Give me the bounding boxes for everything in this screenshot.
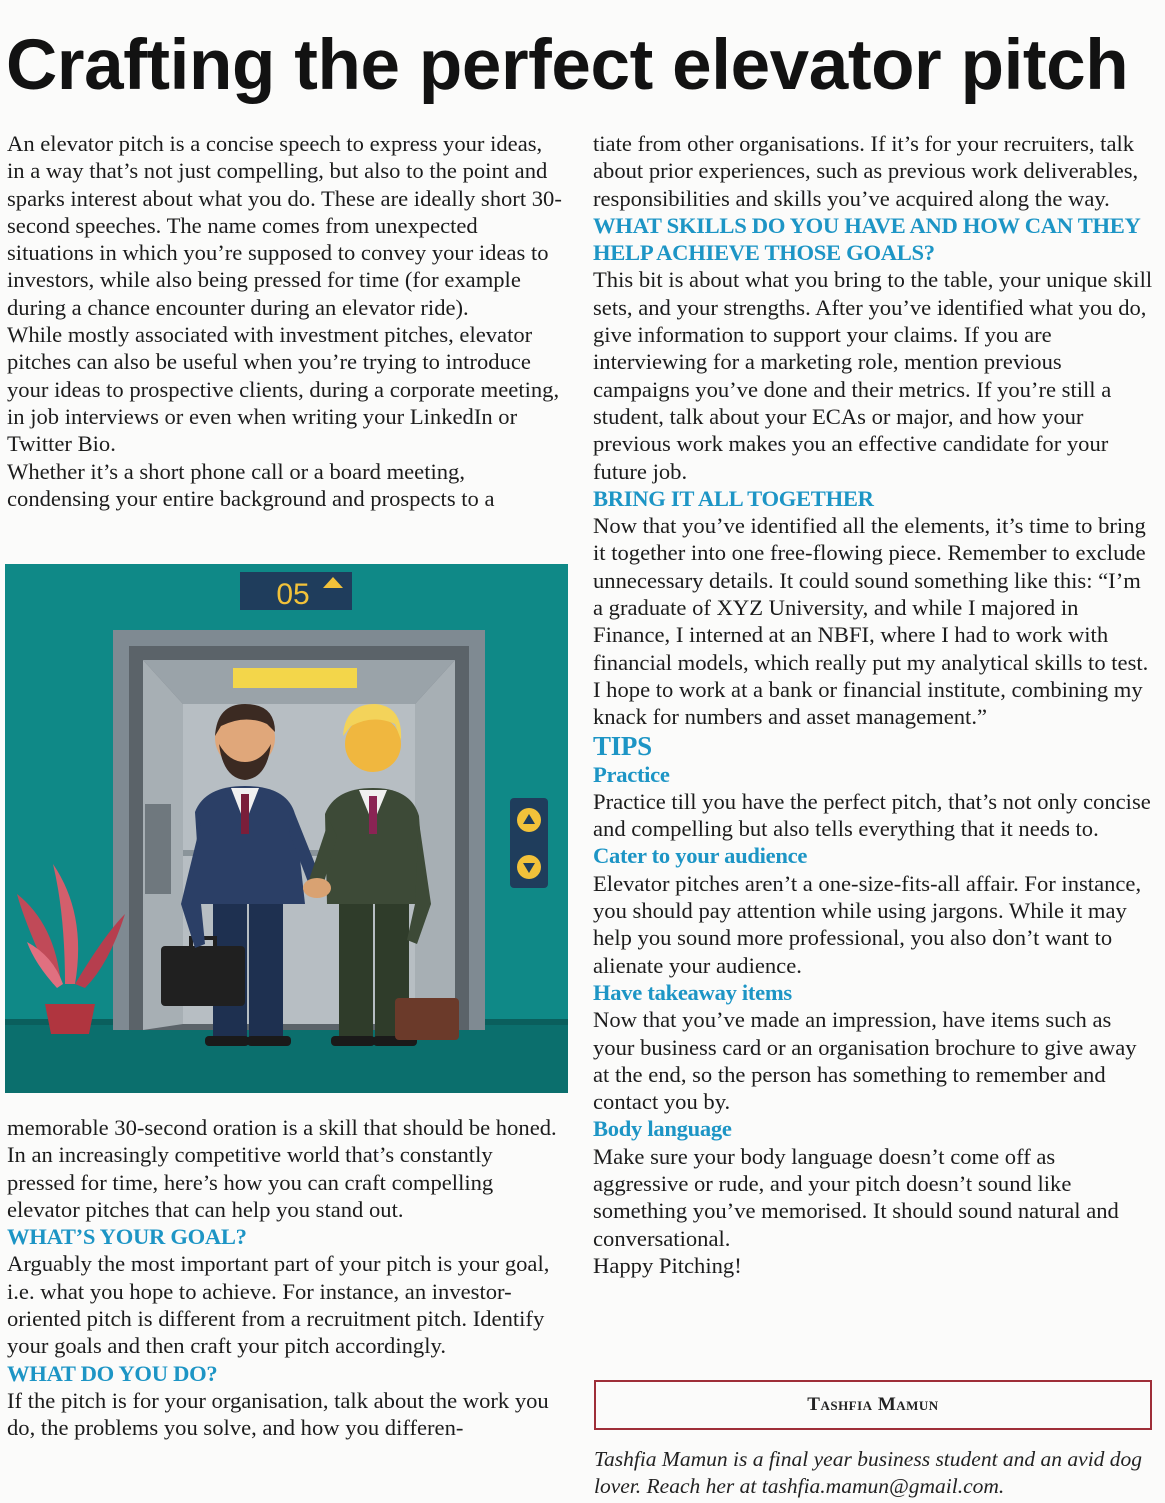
tip-title-body-language: Body language [593,1116,732,1142]
floor-number: 05 [276,578,310,611]
ceiling-light [233,668,357,688]
what-do-you-do-paragraph-continued: tiate from other organisations. If it’s for your recruiters, talk about prior experiences, such as previous work deliverables, responsibilities and skills you’ve acquired along the way. [593,131,1139,211]
goal-paragraph: Arguably the most important part of your pitch is your goal, i.e. what you hope to achieve. For instance, an investor-oriented pitch is different from a recruitment pitch. Identify your goals and then craft your pitch accordingly. [7,1251,550,1359]
suitcase-icon [395,998,459,1040]
intro-paragraph-3: Whether it’s a short phone call or a board meeting, condensing your entire background and prospects to a [7,458,495,511]
what-do-you-do-paragraph: If the pitch is for your organisation, talk about the work you do, the problems you solve, and how you differen- [7,1387,549,1441]
bring-together-paragraph: Now that you’ve identified all the elements, it’s time to bring it together into one free-flowing piece. Remember to exclude unnecessary details. It could sound something like this: “I’m a graduate of XYZ University, and while I majored in Finance, I interned at an NBFI, where I had to work with financial models, which really put my analytical skills to test. I hope to work at a bank or financial institute, combining my knack for numbers and asset management.” [593,513,1149,730]
skills-paragraph: This bit is about what you bring to the table, your unique skill sets, and your strengths. After you’ve identified what you do, give information to support your claims. If you are interviewing for a marketing role, mention previous campaigns you’ve done and their metrics. If you’re still a student, talk about your ECAs or major, and how your previous work makes you an effective candidate for your future job. [593,267,1153,484]
goal-heading: WHAT’S YOUR GOAL? [7,1224,247,1250]
tip-title-takeaway: Have takeaway items [593,979,792,1005]
elevator-scene [5,564,568,1093]
tip-text-body-language: Make sure your body language doesn’t come off as aggressive or rude, and your pitch doesn’t sound like something you’ve memorised. It should sound natural and conversational. [593,1143,1119,1251]
tip-text-practice: Practice till you have the perfect pitch, that’s not only concise and compelling but also tells everything that it needs to. [593,788,1151,842]
author-name: Tashfia Mamun [807,1394,939,1415]
intro-paragraph-1: An elevator pitch is a concise speech to express your ideas, in a way that’s not just compelling, but also to the point and sparks interest about what you do. These are ideally short 30-second speeches. The name comes from unexpected situations in which you’re supposed to convey your ideas to investors, while also being pressed for time (for example during a chance encounter during an elevator ride). [7,131,562,320]
intro-paragraph-2: While mostly associated with investment pitches, elevator pitches can also be useful when you’re trying to introduce your ideas to prospective clients, during a corporate meeting, in job interviews or even when writing your LinkedIn or Twitter Bio. [7,322,560,457]
closing-line: Happy Pitching! [593,1252,742,1278]
briefcase-icon [161,946,245,1006]
bring-together-heading: BRING IT ALL TOGETHER [593,485,874,511]
intro-paragraph-5: In an increasingly competitive world that’s constantly pressed for time, here’s how you can craft compelling elevator pitches that can help you stand out. [7,1142,494,1222]
tip-text-audience: Elevator pitches aren’t a one-size-fits-all affair. For instance, you should pay attention while using jargons. While it may help you sound more professional, you also don’t want to alienate your audience. [593,870,1142,978]
tip-title-practice: Practice [593,761,670,787]
article-title: Crafting the perfect elevator pitch [6,26,1129,105]
tips-heading: TIPS [593,730,652,761]
intro-paragraph-4: memorable 30-second oration is a skill that should be honed. [7,1115,557,1140]
tip-text-takeaway: Now that you’ve made an impression, have items such as your business card or an organisation brochure to give away at the end, so the person has something to remember and contact you by. [593,1007,1137,1115]
left-column-top [7,130,563,512]
author-box [594,1380,1152,1430]
elevator-illustration [5,564,568,1093]
what-do-you-do-heading: WHAT DO YOU DO? [7,1360,218,1386]
left-column-bottom [7,1114,563,1442]
skills-heading: WHAT SKILLS DO YOU HAVE AND HOW CAN THEY HELP ACHIEVE THOSE GOALS? [593,212,1140,266]
author-bio: Tashfia Mamun is a final year business student and an avid dog lover. Reach her at tashfia.mamun@gmail.com. [594,1447,1143,1498]
tip-title-audience: Cater to your audience [593,843,808,869]
right-column [593,130,1153,1279]
